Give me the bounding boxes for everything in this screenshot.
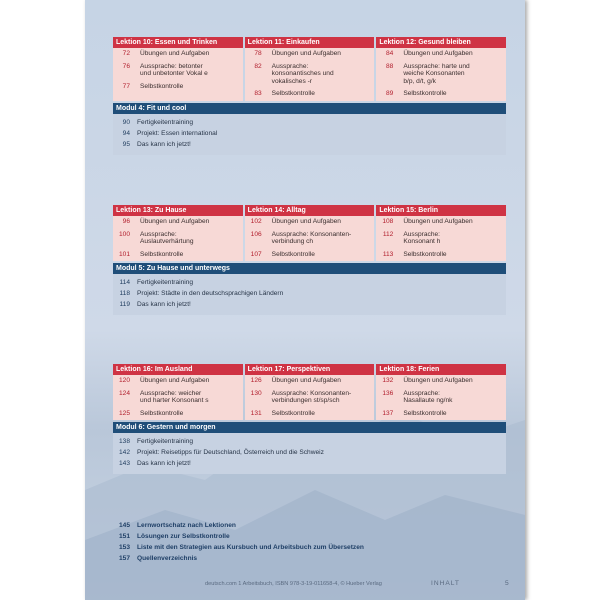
- page-number: 136: [382, 389, 394, 397]
- lesson-title[interactable]: Lektion 11: Einkaufen: [245, 37, 375, 48]
- entry-title: [262, 90, 315, 98]
- section-label: INHALT: [431, 580, 460, 587]
- entry-line: Selbstkontrolle: [271, 250, 315, 258]
- lesson-entry[interactable]: [245, 218, 375, 226]
- entry-line: verbindungen st/sp/sch: [271, 397, 340, 405]
- page-number: 83: [254, 90, 262, 98]
- lesson-entry[interactable]: [376, 231, 506, 246]
- entry-line: Aussprache:: [403, 389, 440, 397]
- page-footer: [85, 579, 525, 591]
- entry-title: Fertigkeitentraining: [137, 279, 194, 287]
- entry-line: Übungen und Aufgaben: [403, 50, 473, 57]
- entry-title: Liste mit den Strategien aus Kursbuch und Arbeitsbuch zum Übersetzen: [137, 544, 364, 551]
- lesson-title[interactable]: Lektion 13: Zu Hause: [113, 205, 243, 216]
- lesson-entry[interactable]: [245, 410, 375, 418]
- entry-line: Aussprache: betonter: [140, 62, 203, 70]
- page-number: 125: [118, 409, 130, 417]
- appendix-entry[interactable]: [113, 542, 506, 553]
- lesson-entry[interactable]: [376, 50, 506, 58]
- entry-line: Selbstkontrolle: [140, 250, 184, 258]
- chapter-block: [113, 205, 506, 315]
- entry-title: [262, 63, 334, 86]
- entry-title: [130, 410, 183, 418]
- entry-title: [262, 377, 341, 385]
- entry-title: [393, 63, 469, 86]
- lesson-column: [245, 364, 375, 420]
- entry-line: Übungen und Aufgaben: [271, 50, 341, 57]
- page-number: 100: [118, 230, 130, 238]
- entry-line: Übungen und Aufgaben: [271, 218, 341, 225]
- chapter-block: [113, 37, 506, 155]
- entry-title: Lösungen zur Selbstkontrolle: [137, 533, 230, 540]
- entry-title: [393, 410, 446, 418]
- page-number: 72: [122, 50, 130, 57]
- lesson-title[interactable]: Lektion 14: Alltag: [245, 205, 375, 216]
- entry-line: Konsonant h: [403, 238, 441, 246]
- entry-title: Projekt: Essen international: [137, 129, 218, 137]
- entry-title: Das kann ich jetzt!: [137, 301, 191, 309]
- entry-title: [393, 50, 472, 58]
- modul-entries: [113, 114, 506, 155]
- page-number: 114: [119, 279, 130, 287]
- page-number: 130: [250, 389, 262, 397]
- lesson-columns: [113, 364, 506, 420]
- page-number: 106: [250, 230, 262, 238]
- entry-title: [130, 377, 209, 385]
- lesson-column: [376, 37, 506, 101]
- entry-title: [393, 218, 472, 226]
- appendix-entry[interactable]: [113, 553, 506, 564]
- entry-title: [262, 50, 341, 58]
- modul-entry[interactable]: [113, 139, 506, 150]
- page-number: 102: [250, 218, 262, 225]
- modul-title[interactable]: Modul 4: Fit und cool: [113, 103, 506, 114]
- entry-line: Übungen und Aufgaben: [403, 377, 473, 384]
- appendix-entry[interactable]: [113, 520, 506, 531]
- entry-line: Übungen und Aufgaben: [403, 218, 473, 225]
- entry-title: Fertigkeitentraining: [137, 118, 194, 126]
- lesson-entry[interactable]: [376, 377, 506, 385]
- page-number: 112: [382, 230, 394, 238]
- lesson-columns: [113, 37, 506, 101]
- lesson-entry[interactable]: [376, 90, 506, 98]
- page-number: 77: [122, 82, 130, 90]
- page-number: 119: [119, 301, 130, 309]
- lesson-entry[interactable]: [113, 83, 243, 91]
- entry-line: Selbstkontrolle: [403, 409, 447, 417]
- page-number: 82: [254, 62, 262, 70]
- entry-line: Aussprache: Konsonanten-: [271, 389, 352, 397]
- modul-title[interactable]: Modul 6: Gestern und morgen: [113, 422, 506, 433]
- lesson-entry[interactable]: [245, 251, 375, 259]
- entry-title: Quellenverzeichnis: [137, 555, 198, 562]
- page-number: 153: [118, 544, 130, 551]
- entry-title: [130, 251, 183, 259]
- modul-entries: [113, 433, 506, 474]
- lesson-title[interactable]: Lektion 10: Essen und Trinken: [113, 37, 243, 48]
- entry-title: Projekt: Reisetipps für Deutschland, Österreich und die Schweiz: [137, 449, 324, 457]
- entry-title: [262, 251, 315, 259]
- lesson-entry[interactable]: [113, 410, 243, 418]
- entry-title: [130, 63, 208, 78]
- page-number: 124: [118, 389, 130, 397]
- page-number: 101: [118, 250, 130, 258]
- page-number: 157: [118, 555, 130, 562]
- lesson-entry[interactable]: [245, 90, 375, 98]
- lesson-column: [376, 364, 506, 420]
- entry-title: [130, 231, 194, 246]
- modul-entry[interactable]: [113, 288, 506, 299]
- entry-line: konsonantisches und: [271, 70, 334, 78]
- modul-entry[interactable]: [113, 447, 506, 458]
- entry-line: Übungen und Aufgaben: [140, 50, 210, 57]
- entry-line: verbindung ch: [271, 238, 314, 246]
- lesson-entry[interactable]: [113, 377, 243, 385]
- entry-line: Aussprache: Konsonanten-: [271, 230, 352, 238]
- entry-title: [262, 410, 315, 418]
- appendix-list: [113, 520, 506, 564]
- page-number: 89: [386, 90, 394, 98]
- entry-line: Nasallaute ng/nk: [403, 397, 453, 405]
- lesson-entry[interactable]: [245, 377, 375, 385]
- entry-line: Aussprache:: [271, 62, 309, 70]
- entry-line: Selbstkontrolle: [140, 409, 184, 417]
- page-number: 108: [382, 218, 394, 225]
- entry-title: [393, 251, 446, 259]
- modul-entry[interactable]: [113, 128, 506, 139]
- lesson-entry[interactable]: [113, 390, 243, 405]
- entry-line: Selbstkontrolle: [271, 90, 315, 98]
- lesson-entry[interactable]: [245, 390, 375, 405]
- entry-line: Aussprache:: [403, 230, 440, 238]
- copyright-text: deutsch.com 1 Arbeitsbuch, ISBN 978-3-19-011658-4, © Hueber Verlag: [205, 581, 382, 587]
- entry-line: b/p, d/t, g/k: [403, 77, 436, 85]
- chapter-block: [113, 364, 506, 474]
- page-number: 151: [118, 533, 130, 540]
- page-number: 132: [382, 377, 394, 384]
- page-number: 138: [118, 438, 130, 446]
- lesson-column: [113, 205, 243, 261]
- entry-line: Selbstkontrolle: [271, 409, 315, 417]
- entry-title: Fertigkeitentraining: [137, 438, 194, 446]
- book-page: [85, 0, 525, 600]
- entry-title: [393, 390, 452, 405]
- modul-title[interactable]: Modul 5: Zu Hause und unterwegs: [113, 263, 506, 274]
- entry-line: Aussprache: weicher: [140, 389, 202, 397]
- page-number: 94: [122, 129, 130, 137]
- entry-title: [262, 390, 352, 405]
- entry-line: Aussprache: harte und: [403, 62, 470, 70]
- page-number: 113: [382, 250, 394, 258]
- lesson-entry[interactable]: [245, 231, 375, 246]
- entry-title: Das kann ich jetzt!: [137, 140, 191, 148]
- lesson-entry[interactable]: [376, 63, 506, 86]
- entry-line: und harter Konsonant s: [140, 397, 209, 405]
- entry-line: vokalisches -r: [271, 77, 312, 85]
- entry-line: und unbetonter Vokal e: [140, 70, 208, 78]
- lesson-columns: [113, 205, 506, 261]
- entry-title: Projekt: Städte in den deutschsprachigen Ländern: [137, 290, 284, 298]
- modul-entry[interactable]: [113, 458, 506, 469]
- modul-entry[interactable]: [113, 436, 506, 447]
- page-number: 78: [254, 50, 262, 57]
- entry-line: Selbstkontrolle: [140, 82, 184, 90]
- lesson-entry[interactable]: [113, 218, 243, 226]
- entry-line: Auslautverhärtung: [140, 238, 194, 246]
- page-number: 126: [250, 377, 262, 384]
- entry-title: [130, 390, 209, 405]
- page-number: 96: [122, 218, 130, 225]
- lesson-column: [245, 205, 375, 261]
- modul-entry[interactable]: [113, 299, 506, 310]
- entry-title: Das kann ich jetzt!: [137, 460, 191, 468]
- entry-line: Übungen und Aufgaben: [271, 377, 341, 384]
- entry-title: [130, 83, 183, 91]
- entry-title: [393, 90, 446, 98]
- page-number: 120: [118, 377, 130, 384]
- entry-title: Lernwortschatz nach Lektionen: [137, 522, 236, 529]
- entry-title: [262, 218, 341, 226]
- page-number: 84: [386, 50, 394, 57]
- lesson-entry[interactable]: [245, 50, 375, 58]
- lesson-title[interactable]: Lektion 16: Im Ausland: [113, 364, 243, 375]
- lesson-entry[interactable]: [376, 410, 506, 418]
- page-number: 137: [382, 409, 394, 417]
- lesson-entry[interactable]: [376, 251, 506, 259]
- lesson-entry[interactable]: [113, 231, 243, 246]
- page-number: 90: [122, 118, 130, 126]
- lesson-column: [245, 37, 375, 101]
- page-number: 118: [119, 290, 130, 298]
- lesson-entry[interactable]: [113, 251, 243, 259]
- lesson-column: [113, 37, 243, 101]
- lesson-column: [376, 205, 506, 261]
- page-number: 76: [122, 62, 130, 70]
- entry-line: Selbstkontrolle: [403, 250, 447, 258]
- entry-title: [262, 231, 352, 246]
- entry-title: [130, 50, 209, 58]
- modul-entry[interactable]: [113, 117, 506, 128]
- page-number: 95: [122, 140, 130, 148]
- lesson-column: [113, 364, 243, 420]
- appendix-entry[interactable]: [113, 531, 506, 542]
- entry-line: Selbstkontrolle: [403, 90, 447, 98]
- lesson-title[interactable]: Lektion 15: Berlin: [376, 205, 506, 216]
- lesson-title[interactable]: Lektion 18: Ferien: [376, 364, 506, 375]
- modul-entry[interactable]: [113, 277, 506, 288]
- page-number: 107: [250, 250, 262, 258]
- page-number: 145: [118, 522, 130, 529]
- entry-line: weiche Konsonanten: [403, 70, 465, 78]
- entry-title: [393, 377, 472, 385]
- entry-line: Übungen und Aufgaben: [140, 218, 210, 225]
- lesson-entry[interactable]: [376, 390, 506, 405]
- modul-entries: [113, 274, 506, 315]
- lesson-entry[interactable]: [245, 63, 375, 86]
- entry-title: [393, 231, 440, 246]
- lesson-title[interactable]: Lektion 17: Perspektiven: [245, 364, 375, 375]
- lesson-entry[interactable]: [113, 63, 243, 78]
- page-number: 143: [118, 460, 130, 468]
- page-number: 131: [250, 409, 262, 417]
- entry-line: Übungen und Aufgaben: [140, 377, 210, 384]
- lesson-title[interactable]: Lektion 12: Gesund bleiben: [376, 37, 506, 48]
- page-number-footer: 5: [505, 580, 509, 587]
- lesson-entry[interactable]: [376, 218, 506, 226]
- page-number: 142: [118, 449, 130, 457]
- entry-title: [130, 218, 209, 226]
- page-number: 88: [386, 62, 394, 70]
- lesson-entry[interactable]: [113, 50, 243, 58]
- entry-line: Aussprache:: [140, 230, 177, 238]
